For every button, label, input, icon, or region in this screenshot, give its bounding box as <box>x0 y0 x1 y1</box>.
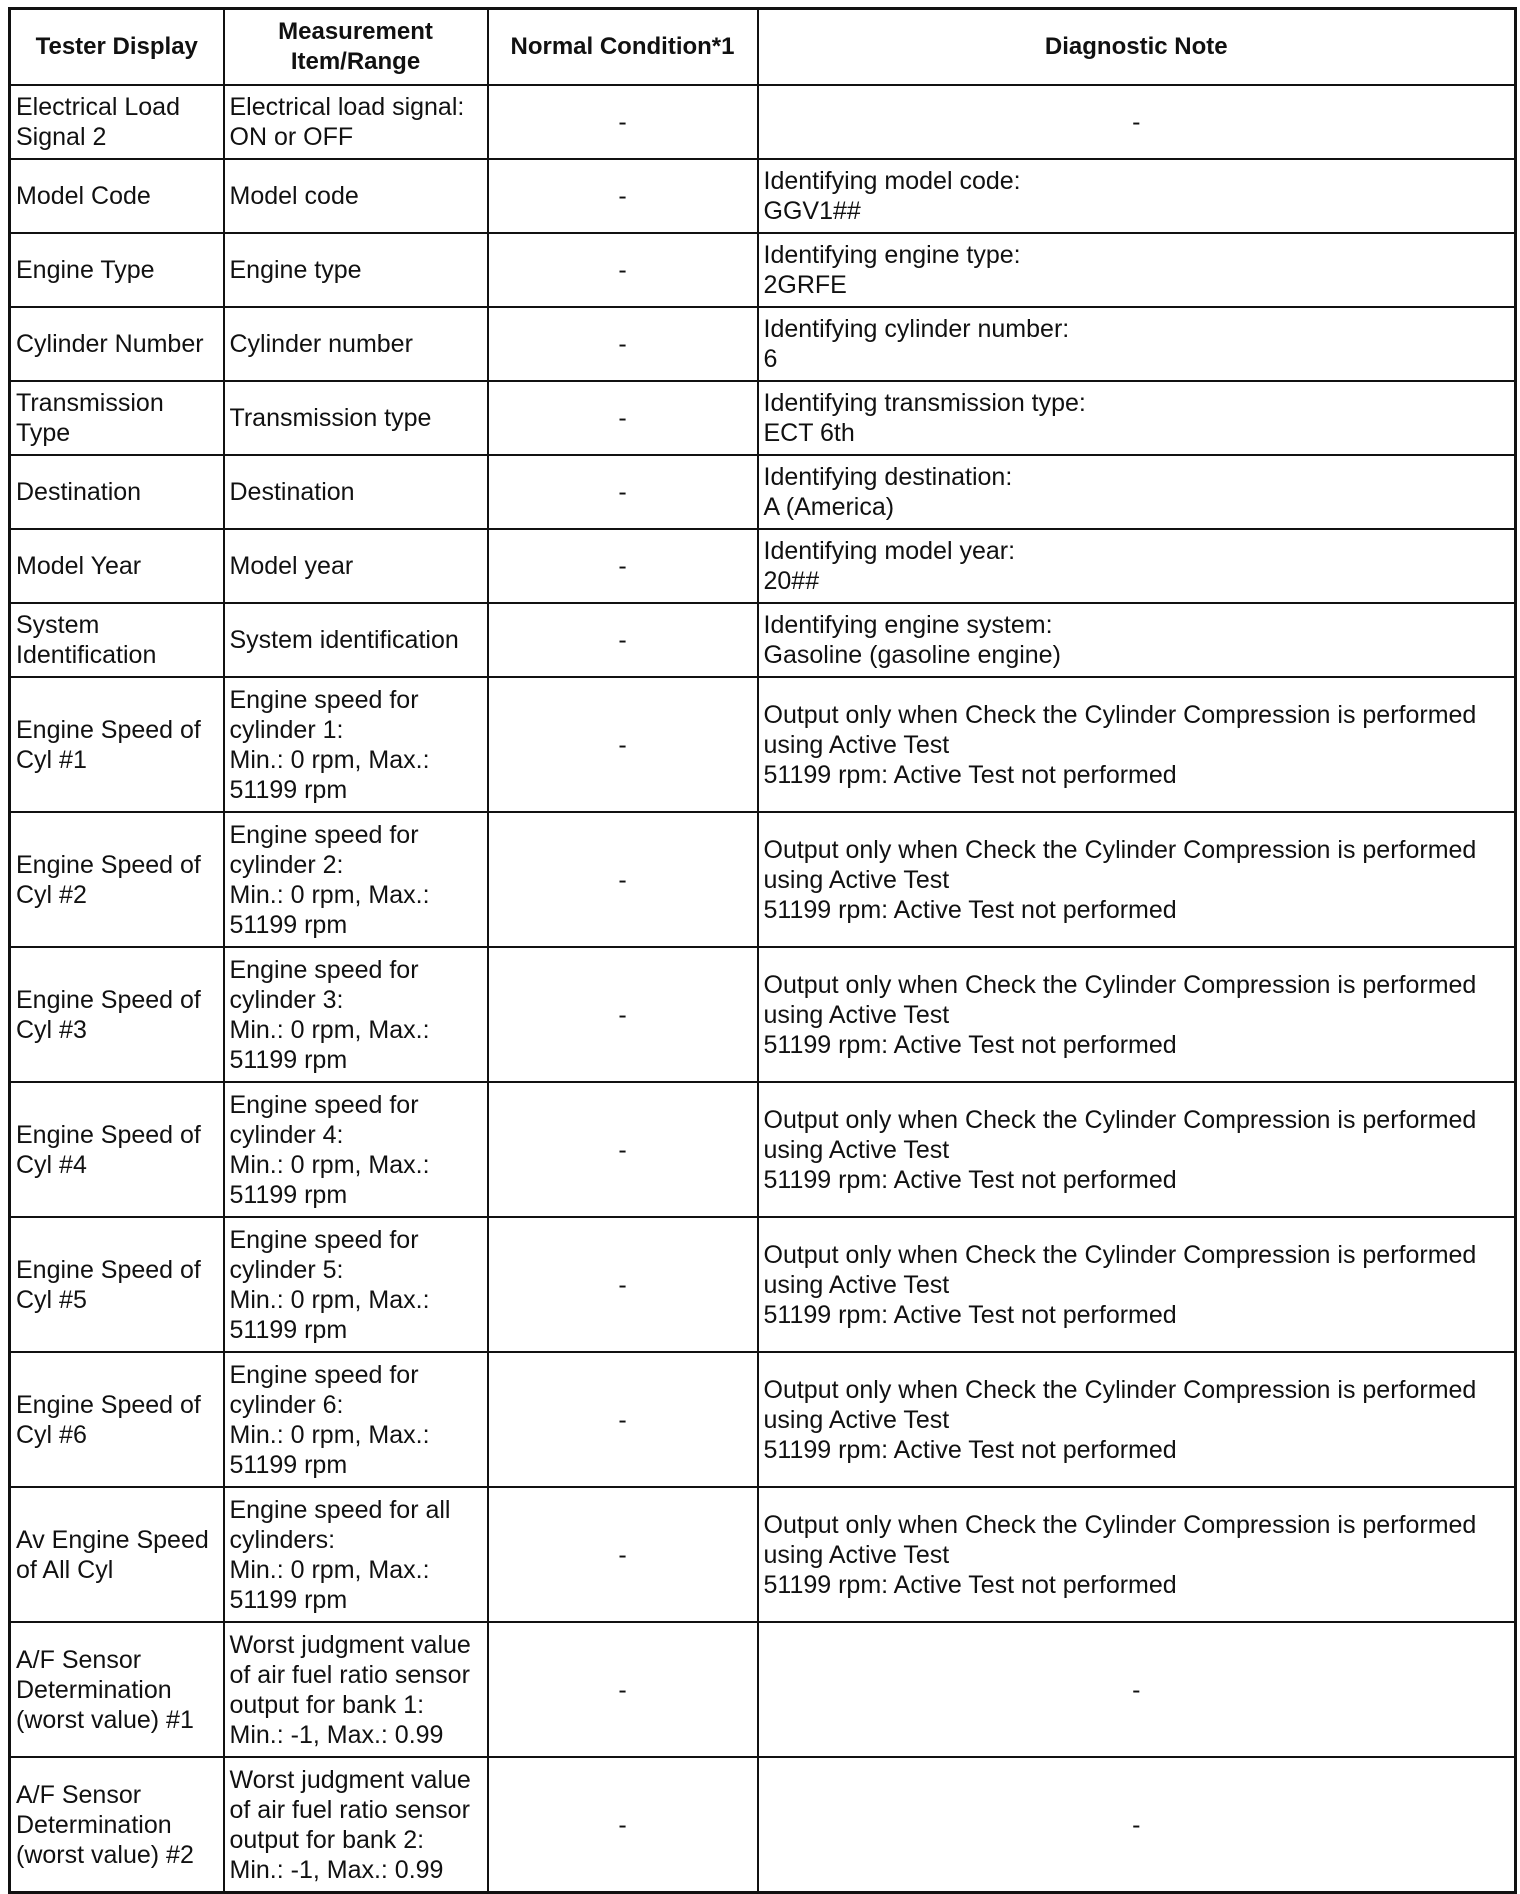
cell-diagnostic-note: Output only when Check the Cylinder Compression is performed using Active Test 51199 rpm: Active Test not performed <box>758 812 1516 947</box>
cell-measurement-range: Electrical load signal: ON or OFF <box>224 85 488 159</box>
cell-measurement-range: Model code <box>224 159 488 233</box>
cell-normal-condition: - <box>488 1487 758 1622</box>
cell-normal-condition: - <box>488 85 758 159</box>
cell-diagnostic-note: Identifying engine system: Gasoline (gasoline engine) <box>758 603 1516 677</box>
cell-normal-condition: - <box>488 603 758 677</box>
table-row <box>10 85 1516 159</box>
table-row <box>10 1757 1516 1893</box>
cell-normal-condition: - <box>488 529 758 603</box>
data-list-table <box>8 7 1517 1894</box>
header-measurement-item: Measurement Item/Range <box>224 9 488 86</box>
table-row <box>10 1487 1516 1622</box>
cell-normal-condition: - <box>488 1217 758 1352</box>
cell-measurement-range: Engine speed for cylinder 5: Min.: 0 rpm, Max.: 51199 rpm <box>224 1217 488 1352</box>
cell-normal-condition: - <box>488 947 758 1082</box>
cell-tester-display: Model Code <box>10 159 224 233</box>
header-row <box>10 9 1516 86</box>
cell-tester-display: A/F Sensor Determination (worst value) #2 <box>10 1757 224 1893</box>
cell-normal-condition: - <box>488 812 758 947</box>
cell-measurement-range: Engine type <box>224 233 488 307</box>
cell-normal-condition: - <box>488 233 758 307</box>
cell-diagnostic-note: Identifying transmission type: ECT 6th <box>758 381 1516 455</box>
cell-tester-display: Transmission Type <box>10 381 224 455</box>
header-tester-display: Tester Display <box>10 9 224 86</box>
cell-measurement-range: Engine speed for cylinder 1: Min.: 0 rpm, Max.: 51199 rpm <box>224 677 488 812</box>
table-row <box>10 159 1516 233</box>
cell-normal-condition: - <box>488 1082 758 1217</box>
cell-measurement-range: Engine speed for cylinder 4: Min.: 0 rpm, Max.: 51199 rpm <box>224 1082 488 1217</box>
table-row <box>10 233 1516 307</box>
cell-normal-condition: - <box>488 455 758 529</box>
cell-measurement-range: System identification <box>224 603 488 677</box>
cell-normal-condition: - <box>488 677 758 812</box>
cell-measurement-range: Engine speed for cylinder 2: Min.: 0 rpm, Max.: 51199 rpm <box>224 812 488 947</box>
cell-measurement-range: Engine speed for cylinder 6: Min.: 0 rpm, Max.: 51199 rpm <box>224 1352 488 1487</box>
header-normal-condition: Normal Condition*1 <box>488 9 758 86</box>
cell-diagnostic-note: Identifying model code: GGV1## <box>758 159 1516 233</box>
table-row <box>10 603 1516 677</box>
cell-tester-display: Engine Speed of Cyl #3 <box>10 947 224 1082</box>
cell-measurement-range: Destination <box>224 455 488 529</box>
cell-tester-display: A/F Sensor Determination (worst value) #1 <box>10 1622 224 1757</box>
cell-diagnostic-note: Identifying engine type: 2GRFE <box>758 233 1516 307</box>
cell-measurement-range: Cylinder number <box>224 307 488 381</box>
table-row <box>10 1352 1516 1487</box>
cell-normal-condition: - <box>488 381 758 455</box>
cell-normal-condition: - <box>488 1757 758 1893</box>
cell-diagnostic-note: Identifying model year: 20## <box>758 529 1516 603</box>
table-row <box>10 677 1516 812</box>
cell-tester-display: Engine Type <box>10 233 224 307</box>
cell-measurement-range: Transmission type <box>224 381 488 455</box>
cell-diagnostic-note: - <box>758 85 1516 159</box>
cell-diagnostic-note: - <box>758 1622 1516 1757</box>
cell-diagnostic-note: - <box>758 1757 1516 1893</box>
cell-tester-display: System Identification <box>10 603 224 677</box>
cell-normal-condition: - <box>488 307 758 381</box>
cell-measurement-range: Engine speed for all cylinders: Min.: 0 rpm, Max.: 51199 rpm <box>224 1487 488 1622</box>
table-row <box>10 455 1516 529</box>
cell-diagnostic-note: Output only when Check the Cylinder Compression is performed using Active Test 51199 rpm: Active Test not performed <box>758 1217 1516 1352</box>
cell-diagnostic-note: Identifying destination: A (America) <box>758 455 1516 529</box>
cell-diagnostic-note: Identifying cylinder number: 6 <box>758 307 1516 381</box>
table-row <box>10 947 1516 1082</box>
cell-diagnostic-note: Output only when Check the Cylinder Compression is performed using Active Test 51199 rpm: Active Test not performed <box>758 1487 1516 1622</box>
cell-measurement-range: Engine speed for cylinder 3: Min.: 0 rpm, Max.: 51199 rpm <box>224 947 488 1082</box>
table-row <box>10 381 1516 455</box>
cell-normal-condition: - <box>488 1352 758 1487</box>
cell-diagnostic-note: Output only when Check the Cylinder Compression is performed using Active Test 51199 rpm: Active Test not performed <box>758 677 1516 812</box>
cell-normal-condition: - <box>488 1622 758 1757</box>
cell-tester-display: Model Year <box>10 529 224 603</box>
table-row <box>10 1217 1516 1352</box>
table-row <box>10 1622 1516 1757</box>
header-diagnostic-note: Diagnostic Note <box>758 9 1516 86</box>
cell-tester-display: Engine Speed of Cyl #1 <box>10 677 224 812</box>
table-row <box>10 529 1516 603</box>
table-row <box>10 812 1516 947</box>
cell-tester-display: Cylinder Number <box>10 307 224 381</box>
cell-measurement-range: Worst judgment value of air fuel ratio sensor output for bank 2: Min.: -1, Max.: 0.99 <box>224 1757 488 1893</box>
cell-tester-display: Engine Speed of Cyl #4 <box>10 1082 224 1217</box>
cell-measurement-range: Worst judgment value of air fuel ratio sensor output for bank 1: Min.: -1, Max.: 0.99 <box>224 1622 488 1757</box>
data-list-table-container <box>8 7 1517 1894</box>
cell-measurement-range: Model year <box>224 529 488 603</box>
cell-tester-display: Engine Speed of Cyl #5 <box>10 1217 224 1352</box>
table-row <box>10 307 1516 381</box>
table-row <box>10 1082 1516 1217</box>
cell-tester-display: Destination <box>10 455 224 529</box>
cell-diagnostic-note: Output only when Check the Cylinder Compression is performed using Active Test 51199 rpm: Active Test not performed <box>758 1352 1516 1487</box>
cell-normal-condition: - <box>488 159 758 233</box>
cell-diagnostic-note: Output only when Check the Cylinder Compression is performed using Active Test 51199 rpm: Active Test not performed <box>758 947 1516 1082</box>
cell-diagnostic-note: Output only when Check the Cylinder Compression is performed using Active Test 51199 rpm: Active Test not performed <box>758 1082 1516 1217</box>
cell-tester-display: Av Engine Speed of All Cyl <box>10 1487 224 1622</box>
cell-tester-display: Electrical Load Signal 2 <box>10 85 224 159</box>
cell-tester-display: Engine Speed of Cyl #2 <box>10 812 224 947</box>
cell-tester-display: Engine Speed of Cyl #6 <box>10 1352 224 1487</box>
